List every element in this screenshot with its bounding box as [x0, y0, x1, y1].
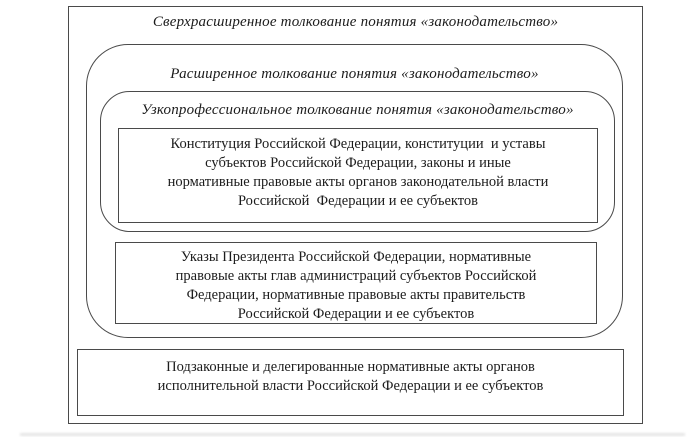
super-expanded-interpretation-label: Сверхрасширенное толкование понятия «законодательство» — [152, 14, 559, 30]
presidential-decrees-line-2: правовые акты глав администраций субъектов Российской — [175, 268, 537, 284]
bylaws-acts-line-2: исполнительной власти Российской Федерации и ее субъектов — [157, 378, 544, 394]
constitution-acts-box — [118, 128, 598, 223]
presidential-decrees-line-1: Указы Президента Российской Федерации, нормативные — [180, 249, 532, 265]
expanded-interpretation-label: Расширенное толкование понятия «законодательство» — [170, 66, 539, 82]
narrow-interpretation-label: Узкопрофессиональное толкование понятия «законодательство» — [141, 102, 574, 118]
presidential-decrees-line-4: Российской Федерации и ее субъектов — [237, 306, 475, 322]
bylaws-acts-line-1: Подзаконные и делегированные нормативные акты органов — [166, 359, 535, 375]
presidential-decrees-box — [115, 242, 597, 324]
constitution-acts-line-3: нормативные правовые акты органов законодательной власти — [167, 174, 549, 190]
presidential-decrees-line-3: Федерации, нормативные правовые акты правительств — [186, 287, 526, 303]
bylaws-acts-box — [77, 349, 624, 416]
super-expanded-interpretation-box — [68, 6, 643, 424]
constitution-acts-line-4: Российской Федерации и ее субъектов — [237, 193, 479, 209]
constitution-acts-line-1: Конституция Российской Федерации, конституции и уставы — [170, 136, 546, 152]
constitution-acts-line-2: субъектов Российской Федерации, законы и иные — [205, 155, 511, 171]
scan-artifact — [20, 433, 685, 436]
expanded-interpretation-box — [86, 44, 623, 338]
narrow-interpretation-box — [100, 91, 615, 232]
